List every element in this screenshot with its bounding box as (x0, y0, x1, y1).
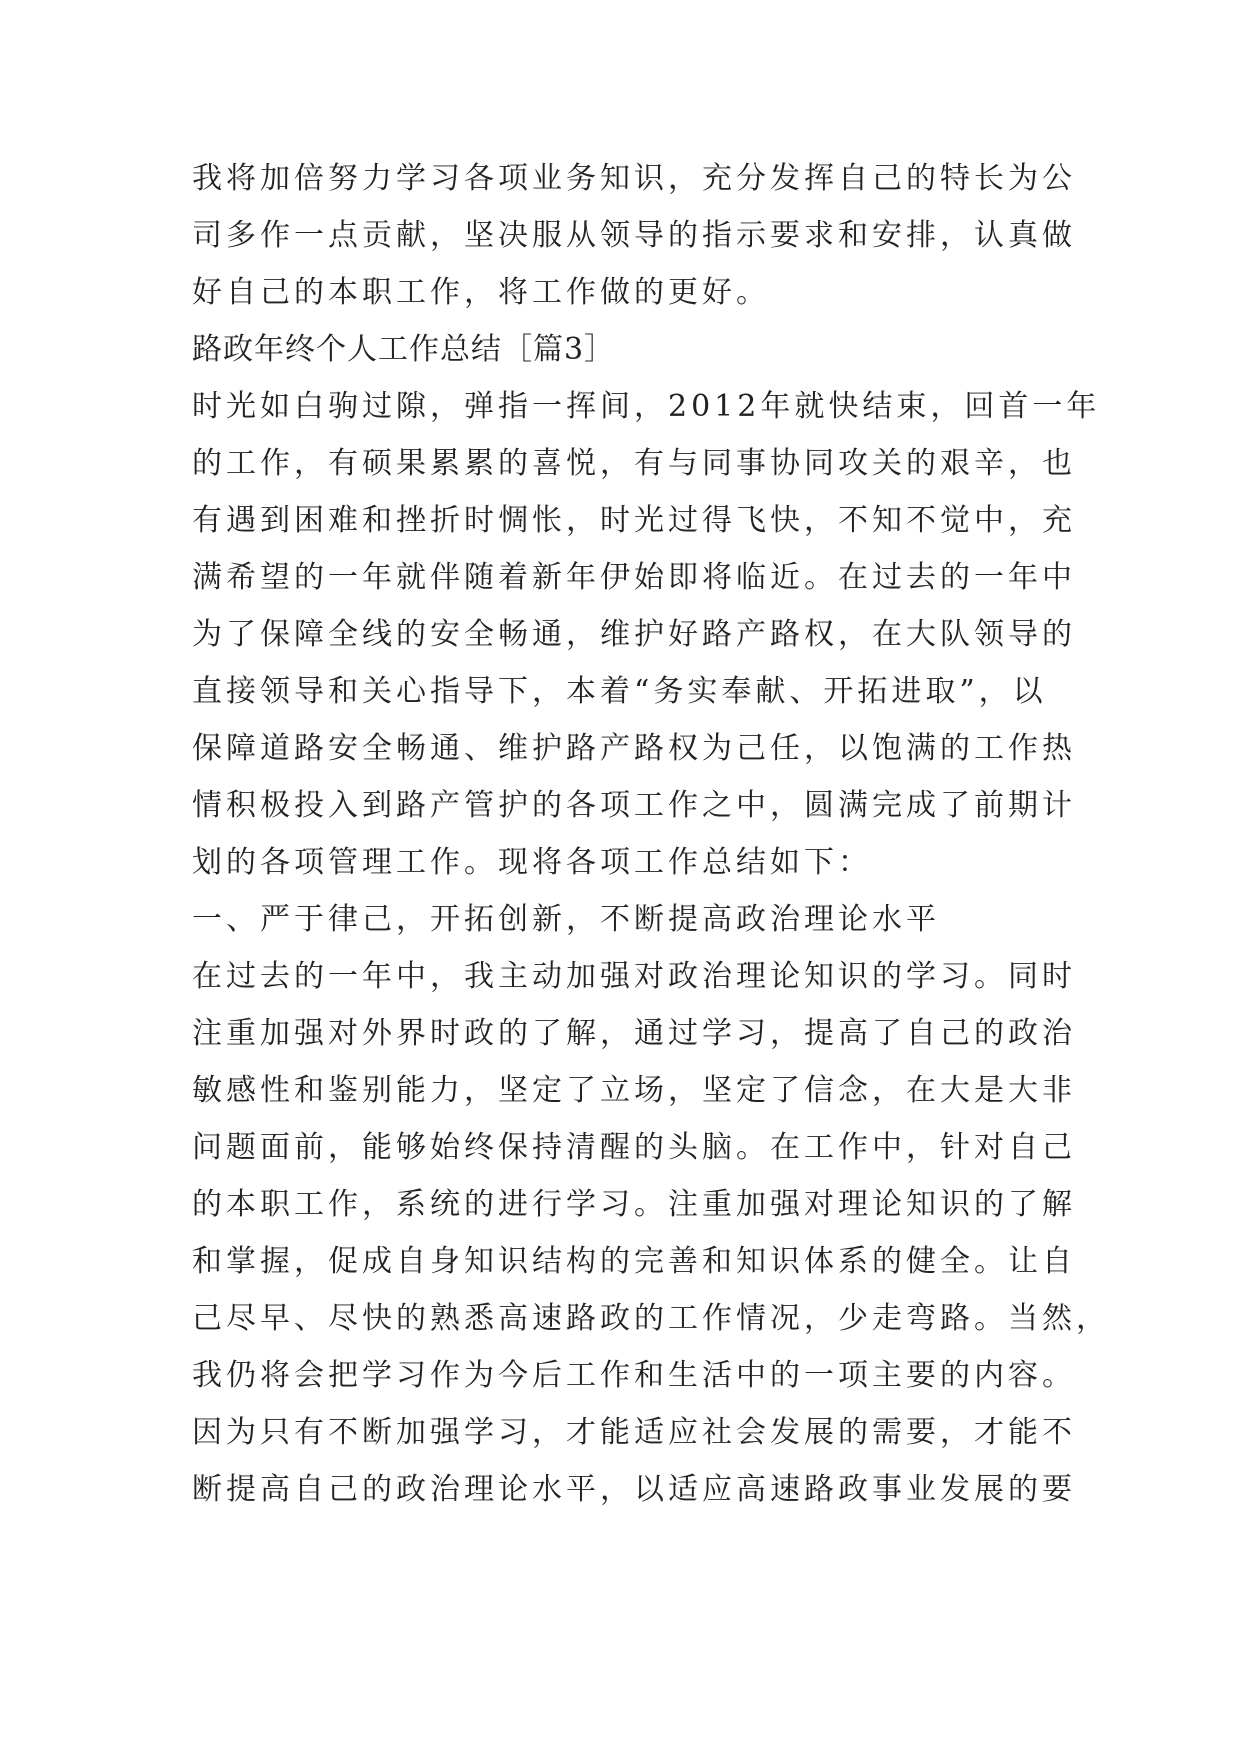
text-line: 司多作一点贡献，坚决服从领导的指示要求和安排，认真做 (192, 218, 1076, 253)
text-line: 直接领导和关心指导下，本着“务实奉献、开拓进取”，以 (192, 674, 1047, 709)
text-line: 和掌握，促成自身知识结构的完善和知识体系的健全。让自 (192, 1244, 1076, 1279)
text-line: 在过去的一年中，我主动加强对政治理论知识的学习。同时 (192, 959, 1076, 994)
text-line: 情积极投入到路产管护的各项工作之中，圆满完成了前期计 (192, 788, 1076, 823)
text-line: 因为只有不断加强学习，才能适应社会发展的需要，才能不 (192, 1415, 1076, 1450)
text-line: 划的各项管理工作。现将各项工作总结如下： (192, 845, 872, 880)
text-line: 断提高自己的政治理论水平，以适应高速路政事业发展的要 (192, 1472, 1076, 1507)
text-line: 敏感性和鉴别能力，坚定了立场，坚定了信念，在大是大非 (192, 1073, 1076, 1108)
text-line: 的本职工作，系统的进行学习。注重加强对理论知识的了解 (192, 1187, 1076, 1222)
text-line: 有遇到困难和挫折时惆怅，时光过得飞快，不知不觉中，充 (192, 503, 1076, 538)
text-line: 注重加强对外界时政的了解，通过学习，提高了自己的政治 (192, 1016, 1076, 1051)
text-line: 己尽早、尽快的熟悉高速路政的工作情况，少走弯路。当然， (192, 1301, 1110, 1336)
document-body (192, 150, 1110, 1518)
text-line: 保障道路安全畅通、维护路产路权为己任，以饱满的工作热 (192, 731, 1076, 766)
text-line: 的工作，有硕果累累的喜悦，有与同事协同攻关的艰辛，也 (192, 446, 1076, 481)
text-line: 我仍将会把学习作为今后工作和生活中的一项主要的内容。 (192, 1358, 1076, 1393)
text-line: 我将加倍努力学习各项业务知识，充分发挥自己的特长为公 (192, 161, 1076, 196)
text-line: 问题面前，能够始终保持清醒的头脑。在工作中，针对自己 (192, 1130, 1076, 1165)
text-line: 满希望的一年就伴随着新年伊始即将临近。在过去的一年中 (192, 560, 1076, 595)
subsection-heading: 一、严于律己，开拓创新，不断提高政治理论水平 (192, 902, 940, 937)
section-heading: 路政年终个人工作总结［篇3］ (192, 332, 616, 367)
text-line: 好自己的本职工作，将工作做的更好。 (192, 275, 770, 310)
text-line: 时光如白驹过隙，弹指一挥间，2012年就快结束，回首一年 (192, 389, 1101, 424)
text-line: 为了保障全线的安全畅通，维护好路产路权，在大队领导的 (192, 617, 1076, 652)
